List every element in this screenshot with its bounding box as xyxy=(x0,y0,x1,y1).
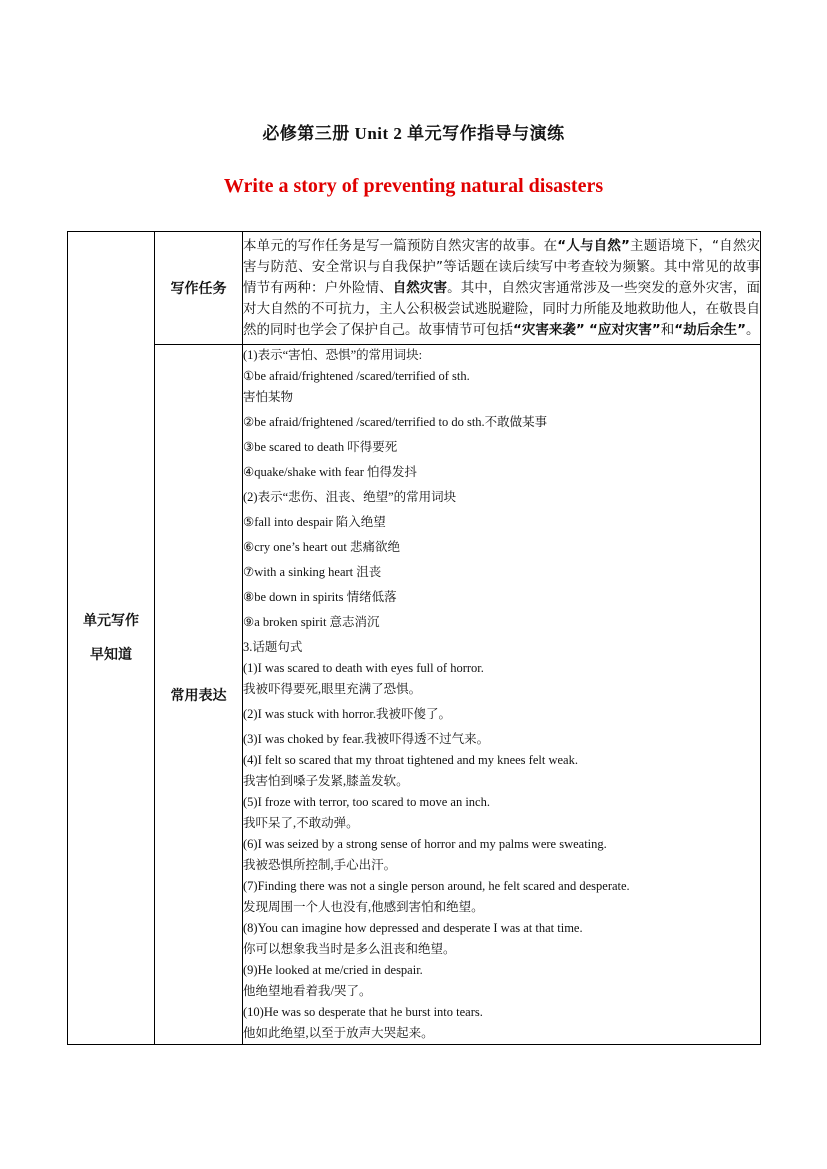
page-subtitle: Write a story of preventing natural disasters xyxy=(223,175,604,197)
expression-line: 你可以想象我当时是多么沮丧和绝望。 xyxy=(243,942,456,956)
section-label-cell xyxy=(68,232,155,1045)
expression-line: ⑥cry one’s heart out 悲痛欲绝 xyxy=(243,540,401,554)
expression-line: (1)I was scared to death with eyes full of horror. xyxy=(243,661,484,675)
task-text-emphasis: 自然灾害 xyxy=(392,279,448,296)
expression-line: ③be scared to death 吓得要死 xyxy=(243,440,398,454)
expression-line: (8)You can imagine how depressed and desperate I was at that time. xyxy=(243,921,583,935)
expression-line: 3.话题句式 xyxy=(243,640,303,654)
expressions-row xyxy=(68,345,761,1045)
expressions-list xyxy=(243,345,761,1045)
expression-line: ②be afraid/frightened /scared/terrified to do sth.不敢做某事 xyxy=(243,415,548,429)
expression-line: ⑦with a sinking heart 沮丧 xyxy=(243,565,382,579)
expression-line: (6)I was seized by a strong sense of horror and my palms were sweating. xyxy=(243,837,607,851)
expression-line: (10)He was so desperate that he burst into tears. xyxy=(243,1005,483,1019)
expression-line: (4)I felt so scared that my throat tightened and my knees felt weak. xyxy=(243,753,578,767)
task-label: 写作任务 xyxy=(155,232,243,345)
expression-line: ⑨a broken spirit 意志消沉 xyxy=(243,615,380,629)
expression-line: 发现周围一个人也没有,他感到害怕和绝望。 xyxy=(243,900,484,914)
section-label-line1: 单元写作 xyxy=(83,613,139,629)
expression-line: 我被吓得要死,眼里充满了恐惧。 xyxy=(243,682,422,696)
expression-line: 我被恐惧所控制,手心出汗。 xyxy=(243,858,397,872)
expression-line: (7)Finding there was not a single person around, he felt scared and desperate. xyxy=(243,879,630,893)
page-title: 必修第三册 Unit 2 单元写作指导与演练 xyxy=(262,124,565,143)
task-text-emphasis: “应对灾害” xyxy=(589,321,661,338)
expression-line: 他如此绝望,以至于放声大哭起来。 xyxy=(243,1026,434,1040)
expression-line: (5)I froze with terror, too scared to move an inch. xyxy=(243,795,490,809)
expression-line: 害怕某物 xyxy=(243,390,294,404)
expression-line: 我吓呆了,不敢动弹。 xyxy=(243,816,359,830)
task-row xyxy=(68,232,761,345)
task-text-emphasis: “人与自然” xyxy=(557,237,630,254)
task-text-segment: 。其中，自然灾害通常涉及一些突发的意外灾害，面对大自然的不可抗力，主人公积极尝试逃脱避险，同时力所能及地救助他人，在敬畏自然的同时也学会了保护自己。故事情节可包括 xyxy=(243,279,761,338)
section-label-line2: 早知道 xyxy=(90,647,132,663)
expression-line: (2)I was stuck with horror.我被吓傻了。 xyxy=(243,707,451,721)
writing-guide-table xyxy=(67,231,761,1045)
expression-line: ⑤fall into despair 陷入绝望 xyxy=(243,515,386,529)
expression-line: ④quake/shake with fear 怕得发抖 xyxy=(243,465,418,479)
expression-line: 他绝望地看着我/哭了。 xyxy=(243,984,372,998)
expression-line: ①be afraid/frightened /scared/terrified of sth. xyxy=(243,369,470,383)
task-text-segment: 主题语境下，“自然灾害与防范、安全常识与自我保护”等话题在读后续写中考查较为频繁。其中常见的故事情节有两种：户外险情、 xyxy=(243,237,761,296)
task-text-segment: 和 xyxy=(660,321,675,338)
expression-line: (2)表示“悲伤、沮丧、绝望”的常用词块 xyxy=(243,490,457,504)
task-description xyxy=(243,232,761,345)
task-text-emphasis: “灾害来袭” xyxy=(513,321,585,338)
expression-line: (3)I was choked by fear.我被吓得透不过气来。 xyxy=(243,732,490,746)
task-text-segment: 。 xyxy=(746,321,760,338)
task-text-emphasis: “劫后余生” xyxy=(674,321,747,338)
expression-line: (9)He looked at me/cried in despair. xyxy=(243,963,423,977)
task-text-segment: 本单元的写作任务是写一篇预防自然灾害的故事。在 xyxy=(243,237,558,254)
expressions-label: 常用表达 xyxy=(155,345,243,1045)
expression-line: ⑧be down in spirits 情绪低落 xyxy=(243,590,397,604)
expression-line: (1)表示“害怕、恐惧”的常用词块: xyxy=(243,348,423,362)
expression-line: 我害怕到嗓子发紧,膝盖发软。 xyxy=(243,774,409,788)
